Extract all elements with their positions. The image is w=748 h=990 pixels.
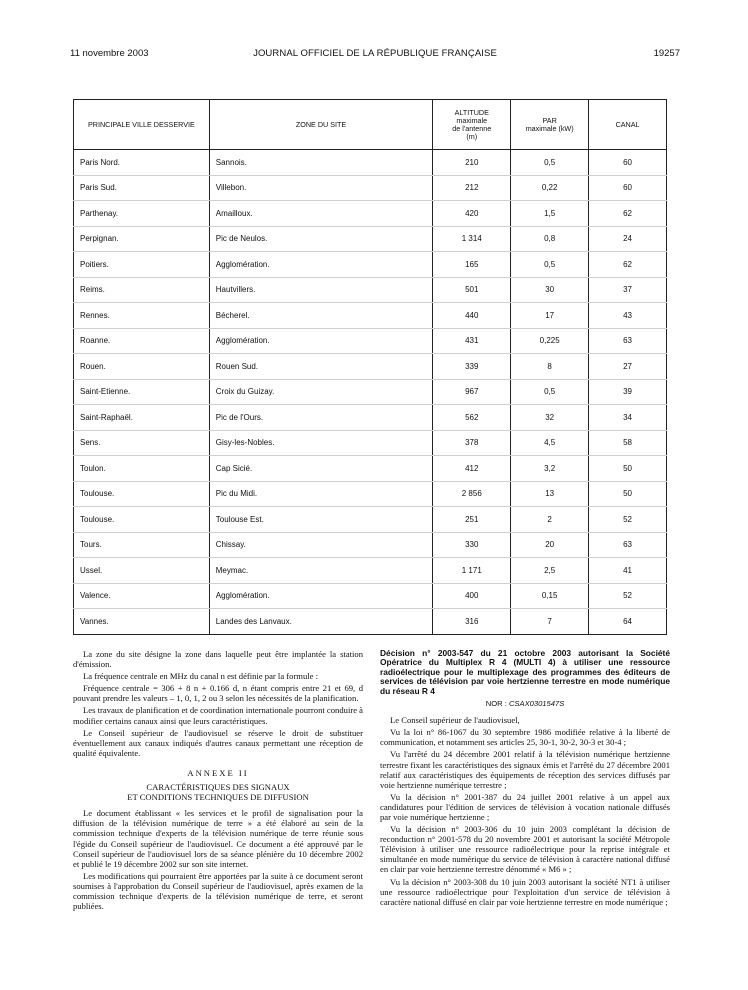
cell-altitude: 1 314 (433, 226, 511, 252)
cell-canal: 52 (589, 507, 667, 533)
cell-par: 20 (511, 532, 589, 558)
cell-zone: Rouen Sud. (209, 354, 433, 380)
cell-altitude: 1 171 (433, 558, 511, 584)
paragraph: Le document établissant « les services et le profil de signalisation pour la diffusion de la télévision numérique de terre » a été élaboré au sein de la commission technique d'experts de la télévision numérique de terre réunie sous l'égide du Conseil supérieur de l'audiovisuel. Ce document a été approuvé par le Conseil supérieur de l'audiovisuel lors de sa séance plénière du 10 décembre 2002 et publié le 19 décembre 2002 sur son site internet. (73, 808, 363, 869)
cell-altitude: 420 (433, 201, 511, 227)
header-canal: CANAL (589, 100, 667, 150)
header-par (511, 100, 589, 150)
cell-canal: 43 (589, 303, 667, 329)
cell-canal: 39 (589, 379, 667, 405)
cell-canal: 58 (589, 430, 667, 456)
paragraph: Les travaux de planification et de coordination internationale pourront conduire à modifier certains canaux ainsi que leurs caractéristiques. (73, 705, 363, 726)
cell-zone: Toulouse Est. (209, 507, 433, 533)
cell-ville: Tours. (74, 532, 210, 558)
header-altitude-line: maximale (456, 115, 488, 125)
cell-zone: Pic de Neulos. (209, 226, 433, 252)
cell-par: 17 (511, 303, 589, 329)
cell-altitude: 412 (433, 456, 511, 482)
paragraph: Vu la décision n° 2001-387 du 24 juillet 2001 relative à un appel aux candidatures pour l'édition de services de télévision à vocation nationale diffusés par voie numérique hertzienne ; (380, 791, 670, 822)
cell-canal: 41 (589, 558, 667, 584)
cell-altitude: 967 (433, 379, 511, 405)
cell-altitude: 440 (433, 303, 511, 329)
cell-par: 0,225 (511, 328, 589, 354)
table-row (74, 150, 667, 176)
cell-par: 32 (511, 405, 589, 431)
cell-zone: Croix du Guizay. (209, 379, 433, 405)
table-row (74, 405, 667, 431)
table-row (74, 201, 667, 227)
table-row (74, 430, 667, 456)
cell-par: 7 (511, 609, 589, 635)
table-row (74, 507, 667, 533)
cell-ville: Reims. (74, 277, 210, 303)
header-ville: PRINCIPALE VILLE DESSERVIE (74, 100, 210, 150)
header-par-line: maximale (kW) (525, 123, 574, 133)
cell-altitude: 501 (433, 277, 511, 303)
cell-ville: Saint-Etienne. (74, 379, 210, 405)
cell-ville: Perpignan. (74, 226, 210, 252)
cell-ville: Roanne. (74, 328, 210, 354)
cell-ville: Toulouse. (74, 507, 210, 533)
cell-ville: Paris Sud. (74, 175, 210, 201)
cell-par: 8 (511, 354, 589, 380)
cell-canal: 27 (589, 354, 667, 380)
table-row (74, 379, 667, 405)
right-column (380, 649, 670, 909)
header-altitude-line: (m) (466, 131, 478, 141)
cell-zone: Agglomération. (209, 583, 433, 609)
annexe-title-line: CARACTÉRISTIQUES DES SIGNAUX (146, 782, 290, 793)
cell-par: 0,5 (511, 150, 589, 176)
header-altitude (433, 100, 511, 150)
table-row (74, 583, 667, 609)
cell-par: 13 (511, 481, 589, 507)
cell-zone: Cap Sicié. (209, 456, 433, 482)
cell-par: 4,5 (511, 430, 589, 456)
cell-zone: Landes des Lanvaux. (209, 609, 433, 635)
cell-ville: Ussel. (74, 558, 210, 584)
cell-altitude: 210 (433, 150, 511, 176)
cell-altitude: 400 (433, 583, 511, 609)
cell-ville: Parthenay. (74, 201, 210, 227)
cell-altitude: 431 (433, 328, 511, 354)
cell-zone: Amailloux. (209, 201, 433, 227)
header-zone: ZONE DU SITE (209, 100, 433, 150)
cell-canal: 24 (589, 226, 667, 252)
paragraph: Vu la loi n° 86-1067 du 30 septembre 1986 modifiée relative à la liberté de communication, et notamment ses articles 25, 30-1, 30-2, 30-3 et 30-4 ; (380, 727, 670, 748)
cell-canal: 34 (589, 405, 667, 431)
table-header-row (74, 100, 667, 150)
nor-label: NOR : (485, 699, 507, 709)
cell-zone: Gisy-les-Nobles. (209, 430, 433, 456)
cell-altitude: 2 856 (433, 481, 511, 507)
cell-canal: 63 (589, 328, 667, 354)
nor-reference (380, 699, 670, 709)
annexe-title-line: ET CONDITIONS TECHNIQUES DE DIFFUSION (127, 792, 309, 803)
paragraph: Vu l'arrêté du 24 décembre 2001 relatif à la télévision numérique hertzienne terrestre fixant les caractéristiques des signaux émis et l'arrêté du 27 décembre 2001 relatif aux caractéristiques des équipements de réception des services diffusés par voie hertzienne numérique terrestre ; (380, 749, 670, 790)
cell-ville: Sens. (74, 430, 210, 456)
header-altitude-line: de l'antenne (452, 123, 492, 133)
cell-canal: 62 (589, 252, 667, 278)
cell-ville: Toulon. (74, 456, 210, 482)
paragraph: Vu la décision n° 2003-306 du 10 juin 2003 complétant la décision de reconduction n° 2001-578 du 20 novembre 2001 et autorisant la société Métropole Télévision à utiliser une ressource radioélectrique pour la reprise intégrale et simultanée en mode numérique du service de télévision à caractère national diffusé en clair par voie hertzienne terrestre dénommé « M6 » ; (380, 824, 670, 875)
cell-par: 0,8 (511, 226, 589, 252)
cell-altitude: 165 (433, 252, 511, 278)
cell-canal: 60 (589, 150, 667, 176)
nor-code: CSAX0301547S (508, 699, 565, 709)
table-row (74, 481, 667, 507)
cell-zone: Villebon. (209, 175, 433, 201)
page-number: 19257 (653, 48, 680, 59)
table-row (74, 354, 667, 380)
cell-ville: Valence. (74, 583, 210, 609)
cell-zone: Agglomération. (209, 252, 433, 278)
table-row (74, 328, 667, 354)
paragraph: La fréquence centrale en MHz du canal n est définie par la formule : (83, 671, 319, 682)
cell-zone: Bécherel. (209, 303, 433, 329)
decision-title: Décision n° 2003-547 du 21 octobre 2003 autorisant la Société Opératrice du Multiplex R 4 (MULTI 4) à utiliser une ressource radioélectrique pour le multiplexage des programmes des éditeurs de services de télévision par voie hertzienne terrestre en mode numérique du réseau R 4 (380, 648, 670, 696)
cell-altitude: 339 (433, 354, 511, 380)
cell-altitude: 330 (433, 532, 511, 558)
table-row (74, 277, 667, 303)
cell-canal: 50 (589, 456, 667, 482)
paragraph: Fréquence centrale = 306 + 8 n + 0.166 d, n étant compris entre 21 et 69, d pouvant prendre les valeurs – 1, 0, 1, 2 ou 3 selon les nécessités de la planification. (73, 683, 363, 704)
header-par-line: PAR (542, 115, 557, 125)
cell-zone: Pic du Midi. (209, 481, 433, 507)
left-column (73, 649, 363, 913)
cell-altitude: 562 (433, 405, 511, 431)
paragraph: La zone du site désigne la zone dans laquelle peut être implantée la station d'émission. (73, 649, 363, 670)
paragraph: Les modifications qui pourraient être apportées par la suite à ce document seront soumises à l'approbation du Conseil supérieur de l'audiovisuel, après examen de la commission technique d'experts de la télévision numérique de terre, et seront publiées. (73, 870, 363, 912)
paragraph: Le Conseil supérieur de l'audiovisuel, (390, 715, 520, 726)
cell-canal: 62 (589, 201, 667, 227)
cell-par: 1,5 (511, 201, 589, 227)
paragraph: Vu la décision n° 2003-308 du 10 juin 2003 autorisant la société NT1 à utiliser une ressource radioélectrique pour l'exploitation d'un service de télévision à caractère national diffusé en clair par voie hertzienne terrestre en mode numérique ; (380, 876, 670, 907)
table-row (74, 456, 667, 482)
table-row (74, 175, 667, 201)
cell-ville: Rouen. (74, 354, 210, 380)
journal-title: JOURNAL OFFICIEL DE LA RÉPUBLIQUE FRANÇAISE (253, 48, 497, 59)
cell-canal: 63 (589, 532, 667, 558)
cell-zone: Hautvillers. (209, 277, 433, 303)
cell-ville: Toulouse. (74, 481, 210, 507)
annexe-title (73, 782, 363, 802)
cell-zone: Pic de l'Ours. (209, 405, 433, 431)
paragraph: Le Conseil supérieur de l'audiovisuel se réserve le droit de substituer éventuellement aux canaux indiqués d'autres canaux permettant une réception de qualité équivalente. (73, 727, 363, 758)
cell-par: 3,2 (511, 456, 589, 482)
cell-ville: Saint-Raphaël. (74, 405, 210, 431)
cell-ville: Vannes. (74, 609, 210, 635)
cell-altitude: 316 (433, 609, 511, 635)
table-row (74, 532, 667, 558)
cell-zone: Sannois. (209, 150, 433, 176)
cell-zone: Meymac. (209, 558, 433, 584)
cell-par: 0,22 (511, 175, 589, 201)
cell-canal: 50 (589, 481, 667, 507)
cell-par: 0,5 (511, 252, 589, 278)
cell-zone: Chissay. (209, 532, 433, 558)
table-row (74, 303, 667, 329)
cell-ville: Rennes. (74, 303, 210, 329)
cell-canal: 60 (589, 175, 667, 201)
cell-canal: 64 (589, 609, 667, 635)
cell-ville: Paris Nord. (74, 150, 210, 176)
table-row (74, 558, 667, 584)
table-row (74, 609, 667, 635)
page-header (70, 48, 680, 64)
channel-table (73, 99, 667, 635)
cell-canal: 52 (589, 583, 667, 609)
cell-par: 2,5 (511, 558, 589, 584)
cell-altitude: 212 (433, 175, 511, 201)
header-date: 11 novembre 2003 (70, 48, 149, 59)
cell-zone: Agglomération. (209, 328, 433, 354)
cell-altitude: 251 (433, 507, 511, 533)
cell-canal: 37 (589, 277, 667, 303)
cell-par: 30 (511, 277, 589, 303)
cell-altitude: 378 (433, 430, 511, 456)
cell-par: 0,5 (511, 379, 589, 405)
cell-ville: Poitiers. (74, 252, 210, 278)
cell-par: 0,15 (511, 583, 589, 609)
header-altitude-line: ALTITUDE (454, 107, 489, 117)
annexe-heading: ANNEXE II (187, 767, 249, 778)
table-row (74, 226, 667, 252)
table-row (74, 252, 667, 278)
cell-par: 2 (511, 507, 589, 533)
